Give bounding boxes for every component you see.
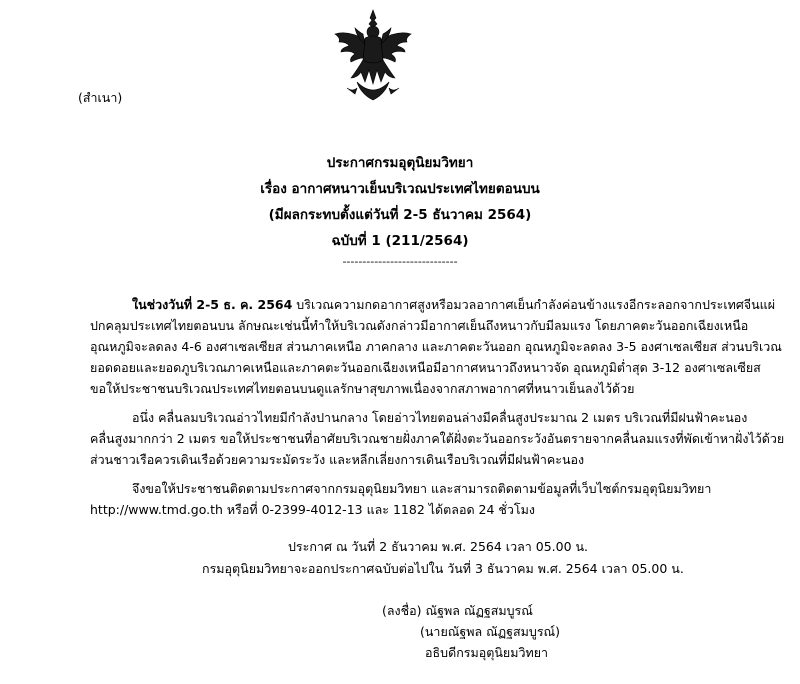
paragraph-line: อุณหภูมิจะลดลง 4-6 องศาเซลเซียส ส่วนภาคเหนือ ภาคกลาง และภาคตะวันออก อุณหภูมิจะลดลง 3-5 องศาเซลเซียส ส่วนบริเวณ [90,339,782,354]
announcement-issue-number: ฉบับที่ 1 (211/2564) [331,233,469,249]
paragraph-contact [90,478,712,520]
announcement-subject: เรื่อง อากาศหนาวเย็นบริเวณประเทศไทยตอนบน [260,181,540,197]
announcement-heading: ประกาศกรมอุตุนิยมวิทยา [326,155,474,171]
document-body [90,294,785,528]
announcement-effective-dates: (มีผลกระทบตั้งแต่วันที่ 2-5 ธันวาคม 2564) [268,207,532,223]
paragraph-line: จึงขอให้ประชาชนติดตามประกาศจากกรมอุตุนิยมวิทยา และสามารถติดตามข้อมูลที่เว็บไซต์กรมอุตุนิยมวิทยา [132,481,712,496]
title-block [0,150,800,270]
paragraph-line: อนึ่ง คลื่นลมบริเวณอ่าวไทยมีกำลังปานกลาง โดยอ่าวไทยตอนล่างมีคลื่นสูงประมาณ 2 เมตร บริเวณที่มีฝนฟ้าคะนอง [132,410,748,425]
paragraph-line: คลื่นสูงมากกว่า 2 เมตร ขอให้ประชาชนที่อาศัยบริเวณชายฝั่งภาคใต้ฝั่งตะวันออกระวังอันตรายจากคลื่นลมแรงที่พัดเข้าหาฝั่งไว้ด้วย [90,431,785,446]
paragraph-line: ปกคลุมประเทศไทยตอนบน ลักษณะเช่นนี้ทำให้บริเวณดังกล่าวมีอากาศเย็นถึงหนาวกับมีลมแรง โดยภาคตะวันออกเฉียงเหนือ [90,318,749,333]
paragraph-text: บริเวณความกดอากาศสูงหรือมวลอากาศเย็นกำลังค่อนข้างแรงอีกระลอกจากประเทศจีนแผ่ [292,297,776,312]
paragraph-line: ส่วนชาวเรือควรเดินเรือด้วยความระมัดระวัง และหลีกเลี่ยงการเดินเรือบริเวณที่มีฝนฟ้าคะนอง [90,452,585,467]
title-divider: ----------------------------- [342,255,458,268]
signatory-position: อธิบดีกรมอุตุนิยมวิทยา [425,645,549,660]
signature-block [0,600,800,663]
announcement-datetime [0,536,800,580]
paragraph-line: ยอดดอยและยอดภูบริเวณภาคเหนือและภาคตะวันออกเฉียงเหนือมีอากาศหนาวถึงหนาวจัด อุณหภูมิต่ำสุด 3-12 องศาเซลเซียส [90,360,761,375]
paragraph-line: http://www.tmd.go.th หรือที่ 0-2399-4012-13 และ 1182 ได้ตลอด 24 ชั่วโมง [90,502,535,517]
garuda-emblem-icon [327,8,419,104]
paragraph-lead: ในช่วงวันที่ 2-5 ธ. ค. 2564 [132,297,293,312]
signatory-name: (นายณัฐพล ณัฏฐสมบูรณ์) [420,624,561,639]
signature-line: (ลงชื่อ) ณัฐพล ณัฏฐสมบูรณ์ [382,603,533,618]
paragraph-weather [90,294,782,399]
paragraph-waves [90,407,785,470]
paragraph-line: ขอให้ประชาชนบริเวณประเทศไทยตอนบนดูแลรักษาสุขภาพเนื่องจากสภาพอากาศที่หนาวเย็นลงไว้ด้วย [90,381,635,396]
copy-label: (สำเนา) [78,90,123,105]
next-announcement: กรมอุตุนิยมวิทยาจะออกประกาศฉบับต่อไปใน วันที่ 3 ธันวาคม พ.ศ. 2564 เวลา 05.00 น. [202,561,684,576]
announced-at: ประกาศ ณ วันที่ 2 ธันวาคม พ.ศ. 2564 เวลา 05.00 น. [288,539,589,554]
paragraph-line [90,294,776,315]
